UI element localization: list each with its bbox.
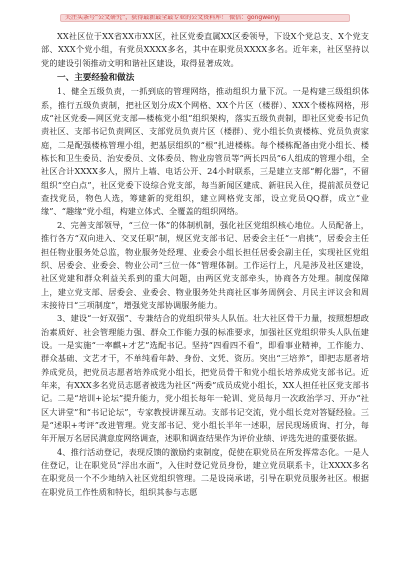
paragraph-4: 4、推行活动登记，表现反馈的激励约束制度，促使在职党员在所发挥常态化。一是人住登记，让在职党员“浮出水面”，入住时登记党员身份，建立党员联系卡，让XXXX多名在职党员一个不少地纳入社区党组织管理。二是设岗承诺，引导在职党员服务社区。根据在职党员工作性质和特长，组织其参与志愿 [41,446,369,497]
intro-paragraph: XX社区位于XX省XX市XX区，社区党委直属XX区委领导，下设X个党总支、X个党支部、XXX个党小组，有党员XXXX多名，其中在职党员XXXX多名。近年来，社区坚持以党的建设引领推动文明和谐社区建设，取得显著成效。 [41,31,369,68]
paragraph-3: 3、建设“一好双强”、专兼结合的党组织带头人队伍。壮大社区骨干力量，按照想想政治素质好、社会管理能力强、群众工作能力强的标准要求，加强社区党组织带头人队伍建设。一是实施“一率麒+才艺”选配书记。坚持“四看四不看”，即看事业精神，工作能力、群众基础、文艺才干，不单纯看年龄、身份、文凭、资历。突出“三培养”，即把志愿者培养成党员，把党员志愿者培养成党小组长，把党员骨干和党小组长培养成党支部书记。近年来，有XXX多名党员志愿者被选为社区“两委”成员成党小组长，XX人担任社区党支部书记。二是“培训+论坛”提升能力，党小组长每年一轮训、党员每月一次政治学习、开办“社区大讲堂”和“书记论坛”，专家教授讲课互动。支部书记交流，党小组长竞对答疑经验。三是“述职+考评”改进管理。党支部书记、党小组长半年一述职，居民现场质询、打分，每年开展万名居民满意度网络调查，述职和调查结果作为评价业绩、评选先进的重要依据。 [41,313,369,444]
promo-banner[interactable]: 关注头条号“公文研究”，获得最新最全最专业的公文资料库！ 微信：gongwenyj [60,14,350,22]
section-heading: 一、主要经验和做法 [57,73,135,84]
paragraph-2: 2、完善支部领导，“三位一体”的体制机制，强化社区党组织核心地位。人员配备上，推行各方“双向进入、交叉任职”制，规区党支部书记、居委会主任“一肩挑”，居委会主任担任物业服务处总监，物业服务处经理、业委会小组长担任居委会副主任，实现社区党组织、居委会、业委会、物业公司“三位一体”管理体制。工作运行上，凡是涉及社区建设，社区党建和群众利益关系到的重大问题，由两区党支部牵头，协商各方处理。制度保障上，建立党支部、居委会、业委会、物业服务处共商社区事务周例会、月民主评议会和周末接待日“三项制度”，增强党支部协调服务能力。 [41,219,369,310]
document-body [41,30,369,499]
paragraph-1: 1、健全五级负责，一抓到底的管理网络，推动组织力量下沉。一是构建三级组织体系，推行五级负责制，把社区划分成X个网格、XX个片区（楼群）、XXX个楼栋网格，形成“社区党委—网区党支部—楼栋党小组”组织架构，落实五级负责制，即社区党委书记负责社区、支部书记负责网区、支部党员负责片区（楼群）、党小组长负责楼栋、党员负责家庭，二是配强楼栋管理小组，把基层组织的“根”扎进楼栋。每个楼栋配备由党小组长、楼栋长和卫生委员、治安委员、文体委员、物业房管员等“两长四员”6人组成的管理小组，全社区合计XXXX多人，照片上墙、电话公开、24小时联系，三是建立支部“孵化器”，不留组织“空白点”，社区党委下设综合党支部，每当新闻区建成、新驻民入住，提前派员登记查找党员，物色人选，筹建新的党组织，建立网格党支部，设立党员QQ群，成立“业缘”、“趣缘”党小组，构建立体式、全覆盖的组织网络。 [41,86,369,217]
